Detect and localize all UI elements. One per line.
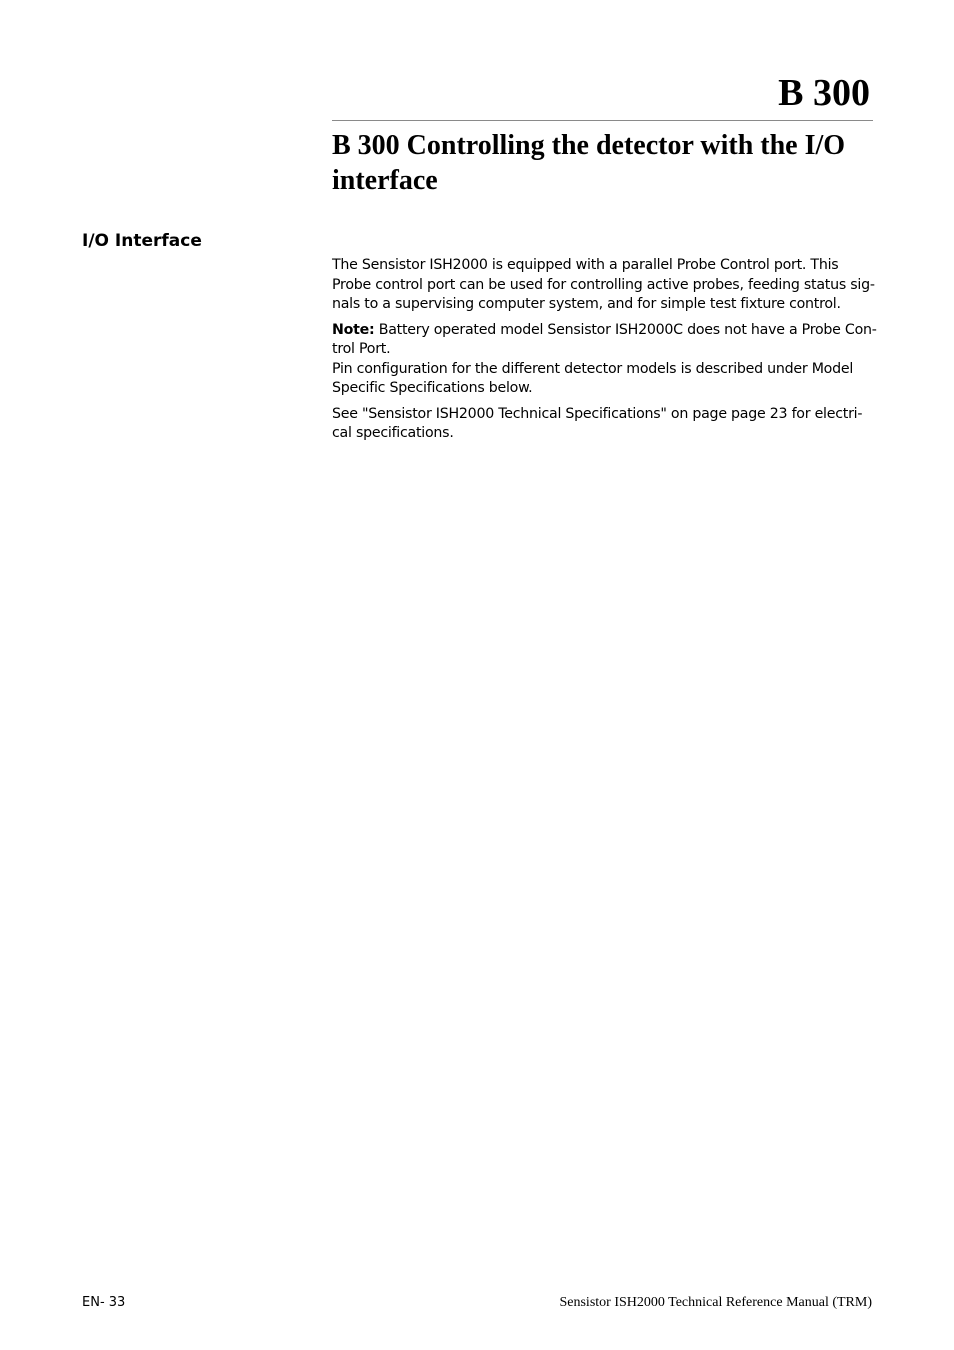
note-text: Battery operated model Sensistor ISH2000C does not have a Probe Con-	[374, 321, 877, 338]
section-code: B 300	[778, 72, 870, 114]
note-line	[332, 321, 877, 341]
text-line: Pin configuration for the different detector models is described under Model	[332, 360, 854, 377]
chapter-title: B 300 Controlling the detector with the I/O interface	[332, 130, 846, 196]
text-line: trol Port.	[332, 341, 391, 357]
header-divider	[332, 120, 873, 121]
manual-title: Sensistor ISH2000 Technical Reference Manual (TRM)	[559, 1295, 872, 1310]
paragraph-intro	[332, 256, 874, 315]
section-heading: I/O Interface	[82, 231, 202, 251]
text-line: Specific Specifications below.	[332, 380, 533, 396]
text-line: The Sensistor ISH2000 is equipped with a parallel Probe Control port. This	[332, 257, 839, 273]
text-line: cal specifications.	[332, 425, 454, 441]
note-label: Note:	[332, 321, 375, 338]
text-line: Probe control port can be used for controlling active probes, feeding status sig-	[332, 276, 875, 293]
section-body	[332, 256, 877, 450]
text-line: See "Sensistor ISH2000 Technical Specifications" on page page 23 for electri-	[332, 405, 863, 422]
paragraph-reference	[332, 405, 874, 444]
page-number: EN- 33	[82, 1295, 126, 1310]
paragraph-note	[332, 321, 877, 399]
text-line: nals to a supervising computer system, and for simple test fixture control.	[332, 296, 841, 312]
